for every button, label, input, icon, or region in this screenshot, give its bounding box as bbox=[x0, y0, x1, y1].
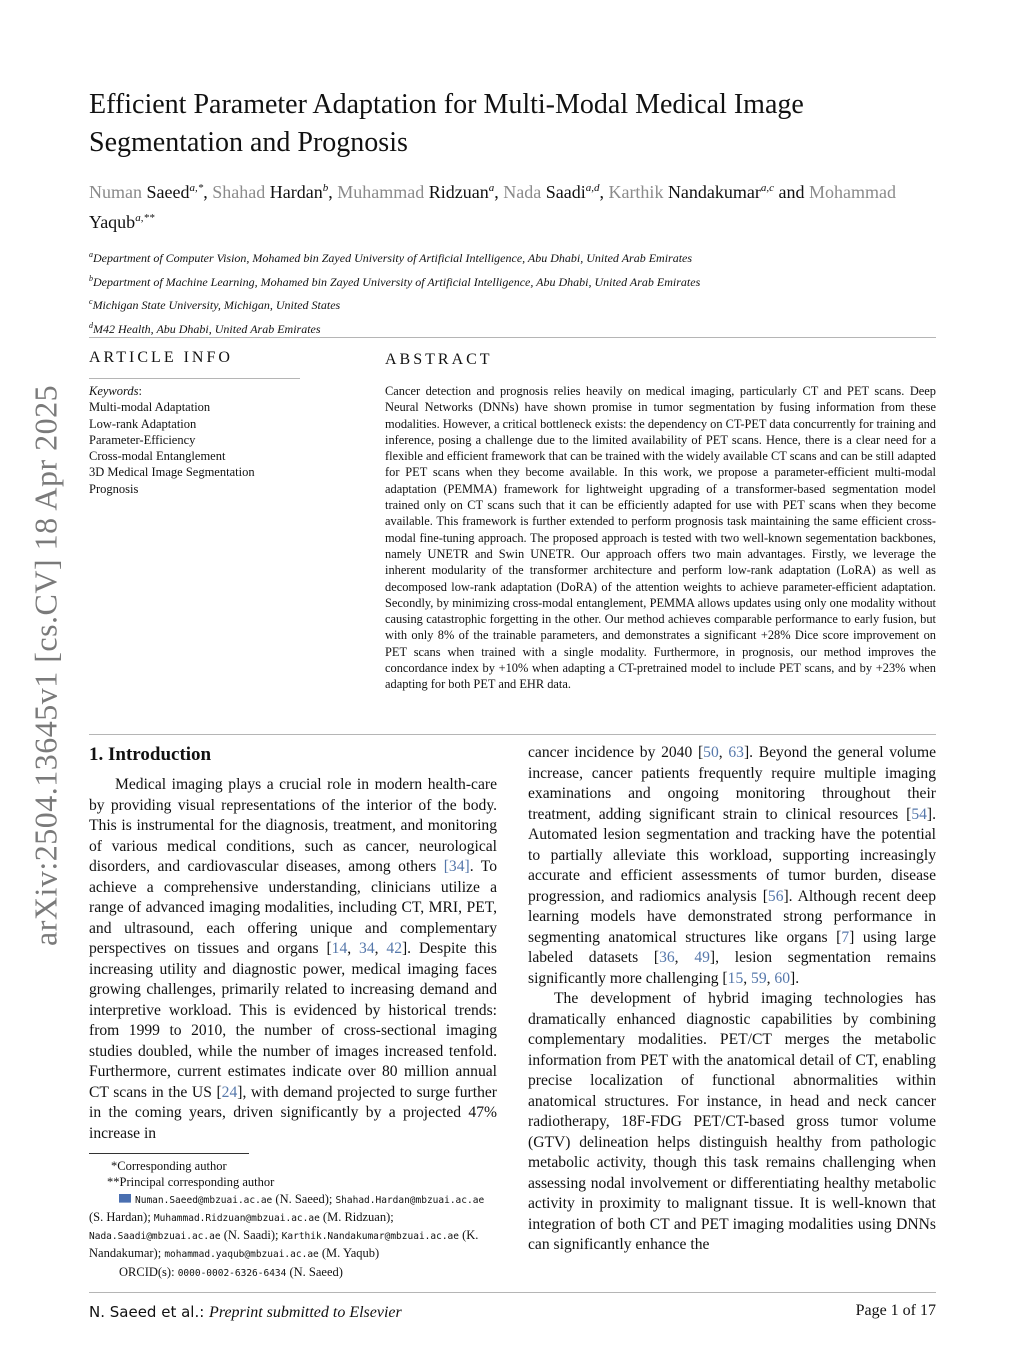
author[interactable]: Numan Saeed$^{a,*}$ bbox=[89, 182, 204, 202]
paragraph: The development of hybrid imaging technologies has dramatically enhanced diagnostic capabilities by combining complementary modalities. PET/CT merges the metabolic information from PET with the anatomical detail of CT, enabling precise localization of functional abnormalities within anatomical structures. For instance, in head and neck cancer radiotherapy, 18F-FDG PET/CT-based gross tumor volume (GTV) delineation helps distinguish healthy from pathologic metabolic activity, though this task remains challenging when assessing nodal involvement or differentiating healthy metabolic activity in proximity to malignant tissue. It is well-known that integration of both CT and PET imaging modalities using DNNs can significantly enhance the bbox=[528, 990, 936, 1253]
citation-link[interactable]: 59 bbox=[751, 969, 767, 987]
footnote: **Principal corresponding author bbox=[107, 1175, 275, 1190]
paragraph: cancer incidence by 2040 [50, 63]. Beyond the general volume increase, cancer patients frequently require multiple imaging examinations and ongoing monitoring throughout their treatment, adding significant strain to clinical resources [54]. Automated lesion segmentation and tracking have the potential to partially alleviate this workload, supporting increasingly accurate and efficient assessments of tumor burden, disease progression, and radiomics analysis [56]. Although recent deep learning models have demonstrated strong performance in segmenting anatomical structures like organs [7] using large labeled datasets [36, 49], lesion segmentation remains significantly more challenging [15, 59, 60]. bbox=[528, 744, 937, 987]
footnote: (S. Hardan); Muhammad.Ridzuan@mbzuai.ac.ae (M. Ridzuan); bbox=[89, 1209, 394, 1224]
author[interactable]: Mohammad Yaqub$^{a,**}$ bbox=[89, 182, 897, 232]
keyword: Multi-modal Adaptation bbox=[89, 400, 211, 415]
right-column bbox=[528, 743, 936, 1256]
citation-link[interactable]: 49 bbox=[694, 949, 710, 966]
citation-link[interactable]: 63 bbox=[728, 744, 744, 761]
email-link[interactable]: Shahad.Hardan@mbzuai.ac.ae bbox=[335, 1194, 485, 1206]
footnote: *Corresponding author bbox=[111, 1159, 227, 1173]
citation-link[interactable]: 7 bbox=[841, 928, 850, 946]
keywords-block: Keywords: Multi-modal Adaptation Low-rank Adaptation Parameter-Efficiency Cross-modal Entanglement 3D Medical Image Segmentation Prognosis bbox=[89, 383, 309, 497]
affiliation: $^c$Michigan State University, Michigan, United States bbox=[89, 297, 341, 313]
citation-link[interactable]: 14 bbox=[331, 940, 348, 957]
citation-link[interactable]: 56 bbox=[767, 887, 784, 905]
author[interactable]: Nada Saadi$^{a,d}$ bbox=[503, 182, 600, 202]
title-line-2: Segmentation and Prognosis bbox=[89, 127, 408, 158]
citation-link[interactable]: 15 bbox=[727, 969, 744, 987]
envelope-icon bbox=[119, 1194, 131, 1203]
email-link[interactable]: Numan.Saeed@mbzuai.ac.ae bbox=[135, 1194, 273, 1206]
paper-title bbox=[89, 86, 949, 162]
keyword: Cross-modal Entanglement bbox=[89, 449, 226, 464]
keyword: Prognosis bbox=[89, 481, 139, 496]
author[interactable]: Muhammad Ridzuan$^a$ bbox=[337, 182, 495, 202]
keyword: Parameter-Efficiency bbox=[89, 432, 196, 447]
arxiv-stamp: arXiv:2504.13645v1 [cs.CV] 18 Apr 2025 bbox=[27, 384, 64, 946]
citation-link[interactable]: 54 bbox=[911, 805, 927, 823]
section-heading: 1. Introduction bbox=[89, 744, 212, 765]
footer-citation: N. Saeed et al.: Preprint submitted to Elsevier bbox=[89, 1303, 402, 1321]
abstract-heading: ABSTRACT bbox=[385, 351, 493, 368]
abstract-text: Cancer detection and prognosis relies heavily on medical imaging, particularly CT and PET scans. Deep Neural Networks (DNNs) have shown promise in tumor segmentation by fusing information from these modalities. However, a critical bottleneck exists: the dependency on CT-PET data concurrently for training and inference, posing a challenge due to the limited availability of PET scans. Hence, there is a clear need for a flexible and efficient framework that can be trained with the widely available CT scans and can be still adapted for PET scans when they become available. In this work, we propose a parameter-efficient multi-modal adaptation (PEMMA) framework for lightweight upgrading of a transformer-based segmentation model trained only on CT scans such that it can be efficiently adapted for use with PET scans when they become available. This framework is further extended to perform prognosis task maintaining the same efficient cross-modal fine-tuning approach. The proposed approach is tested with two well-known segementation backbones, namely UNETR and Swin UNETR. Our approach offers two main advantages. Firstly, we leverage the inherent modularity of the transformer architecture and perform low-rank adaptation (LoRA) as well as decomposed low-rank adaptation (DoRA) of the attention weights to achieve parameter-efficient adaptation. Secondly, by minimizing cross-modal entanglement, PEMMA allows updates using only one modality without causing catastrophic forgetting in the other. Our method achieves comparable performance to early fusion, but with only 8% of the trainable parameters, and demonstrates a significant +28% Dice score improvement on PET scans when trained with a single modality. Furthermore, in prognosis, our method improves the concordance index by +10% when adapting a CT-pretrained model to include PET scans, and by +23% when adapting for both PET and EHR data. bbox=[385, 384, 936, 692]
footnote: Nada.Saadi@mbzuai.ac.ae (N. Saadi); Karthik.Nandakumar@mbzuai.ac.ae (K. Nandakumar); mohammad.yaqub@mbzuai.ac.ae (M. Yaqub) bbox=[89, 1228, 479, 1261]
citation-link[interactable]: 42 bbox=[386, 940, 402, 957]
author-list: Numan Saeed$^{a,*}$, Shahad Hardan$^b$, Muhammad Ridzuan$^a$, Nada Saadi$^{a,d}$, Karthik Nandakumar$^{a,c}$ and Mohammad Yaqub$^{a,**}$ bbox=[89, 182, 897, 232]
footnote-divider bbox=[89, 1153, 249, 1154]
footnote: Numan.Saeed@mbzuai.ac.ae (N. Saeed); Shahad.Hardan@mbzuai.ac.ae bbox=[89, 1191, 497, 1209]
orcid-link[interactable]: 0000-0002-6326-6434 bbox=[177, 1267, 287, 1279]
keyword: Low-rank Adaptation bbox=[89, 416, 197, 431]
footnote: ORCID(s): 0000-0002-6326-6434 (N. Saeed) bbox=[119, 1264, 343, 1279]
citation-link[interactable]: 50 bbox=[703, 744, 719, 761]
email-link[interactable]: Muhammad.Ridzuan@mbzuai.ac.ae bbox=[153, 1212, 320, 1224]
citation-link[interactable]: 34 bbox=[359, 940, 375, 957]
divider bbox=[89, 734, 936, 735]
divider bbox=[89, 337, 936, 338]
affiliations bbox=[89, 245, 949, 340]
left-column bbox=[89, 775, 497, 1144]
author[interactable]: Karthik Nandakumar$^{a,c}$ bbox=[608, 182, 775, 202]
citation-link[interactable]: [34] bbox=[443, 858, 470, 875]
keyword: 3D Medical Image Segmentation bbox=[89, 465, 255, 480]
email-link[interactable]: mohammad.yaqub@mbzuai.ac.ae bbox=[164, 1249, 319, 1261]
citation-link[interactable]: 24 bbox=[221, 1083, 238, 1101]
title-line-1: Efficient Parameter Adaptation for Multi-Modal Medical Image bbox=[89, 89, 804, 120]
page-number: Page 1 of 17 bbox=[855, 1302, 936, 1319]
affiliation: $^d$M42 Health, Abu Dhabi, United Arab Emirates bbox=[89, 321, 321, 337]
paragraph: Medical imaging plays a crucial role in modern health-care by providing visual representations of the interior of the body. This is instrumental for the diagnosis, treatment, and monitoring of various medical conditions, such as cancer, neurological disorders, and cardiovascular diseases, among others [34]. To achieve a comprehensive understanding, clinicians utilize a range of advanced imaging modalities, including CT, MRI, PET, and ultrasound, each offering unique and complementary perspectives on tissues and organs [14, 34, 42]. Despite this increasing utility and diagnostic power, medical imaging faces growing challenges, primarily related to increasing demand and interpretive workload. This is evidenced by historical trends: from 1999 to 2010, the number of cross-sectional imaging studies doubled, while the number of images increased tenfold. Furthermore, current estimates indicate over 80 million annual CT scans in the US [24], with demand projected to surge further in the coming years, driven significantly by a projected 47% increase in bbox=[89, 776, 497, 1142]
email-link[interactable]: Karthik.Nandakumar@mbzuai.ac.ae bbox=[281, 1231, 459, 1243]
keywords-label: Keywords bbox=[89, 384, 139, 398]
affiliation: $^b$Department of Machine Learning, Mohamed bin Zayed University of Artificial Intelligence, Abu Dhabi, United Arab Emirates bbox=[89, 273, 701, 289]
footnotes bbox=[89, 1158, 497, 1282]
email-link[interactable]: Nada.Saadi@mbzuai.ac.ae bbox=[89, 1231, 221, 1243]
citation-link[interactable]: 36 bbox=[659, 949, 675, 966]
divider bbox=[89, 378, 300, 379]
citation-link[interactable]: 60 bbox=[774, 969, 791, 987]
article-info-heading: ARTICLE INFO bbox=[89, 349, 233, 366]
footer-divider bbox=[89, 1292, 936, 1293]
affiliation: $^a$Department of Computer Vision, Mohamed bin Zayed University of Artificial Intelligence, Abu Dhabi, United Arab Emirates bbox=[89, 250, 693, 265]
author[interactable]: Shahad Hardan$^b$ bbox=[212, 182, 329, 202]
